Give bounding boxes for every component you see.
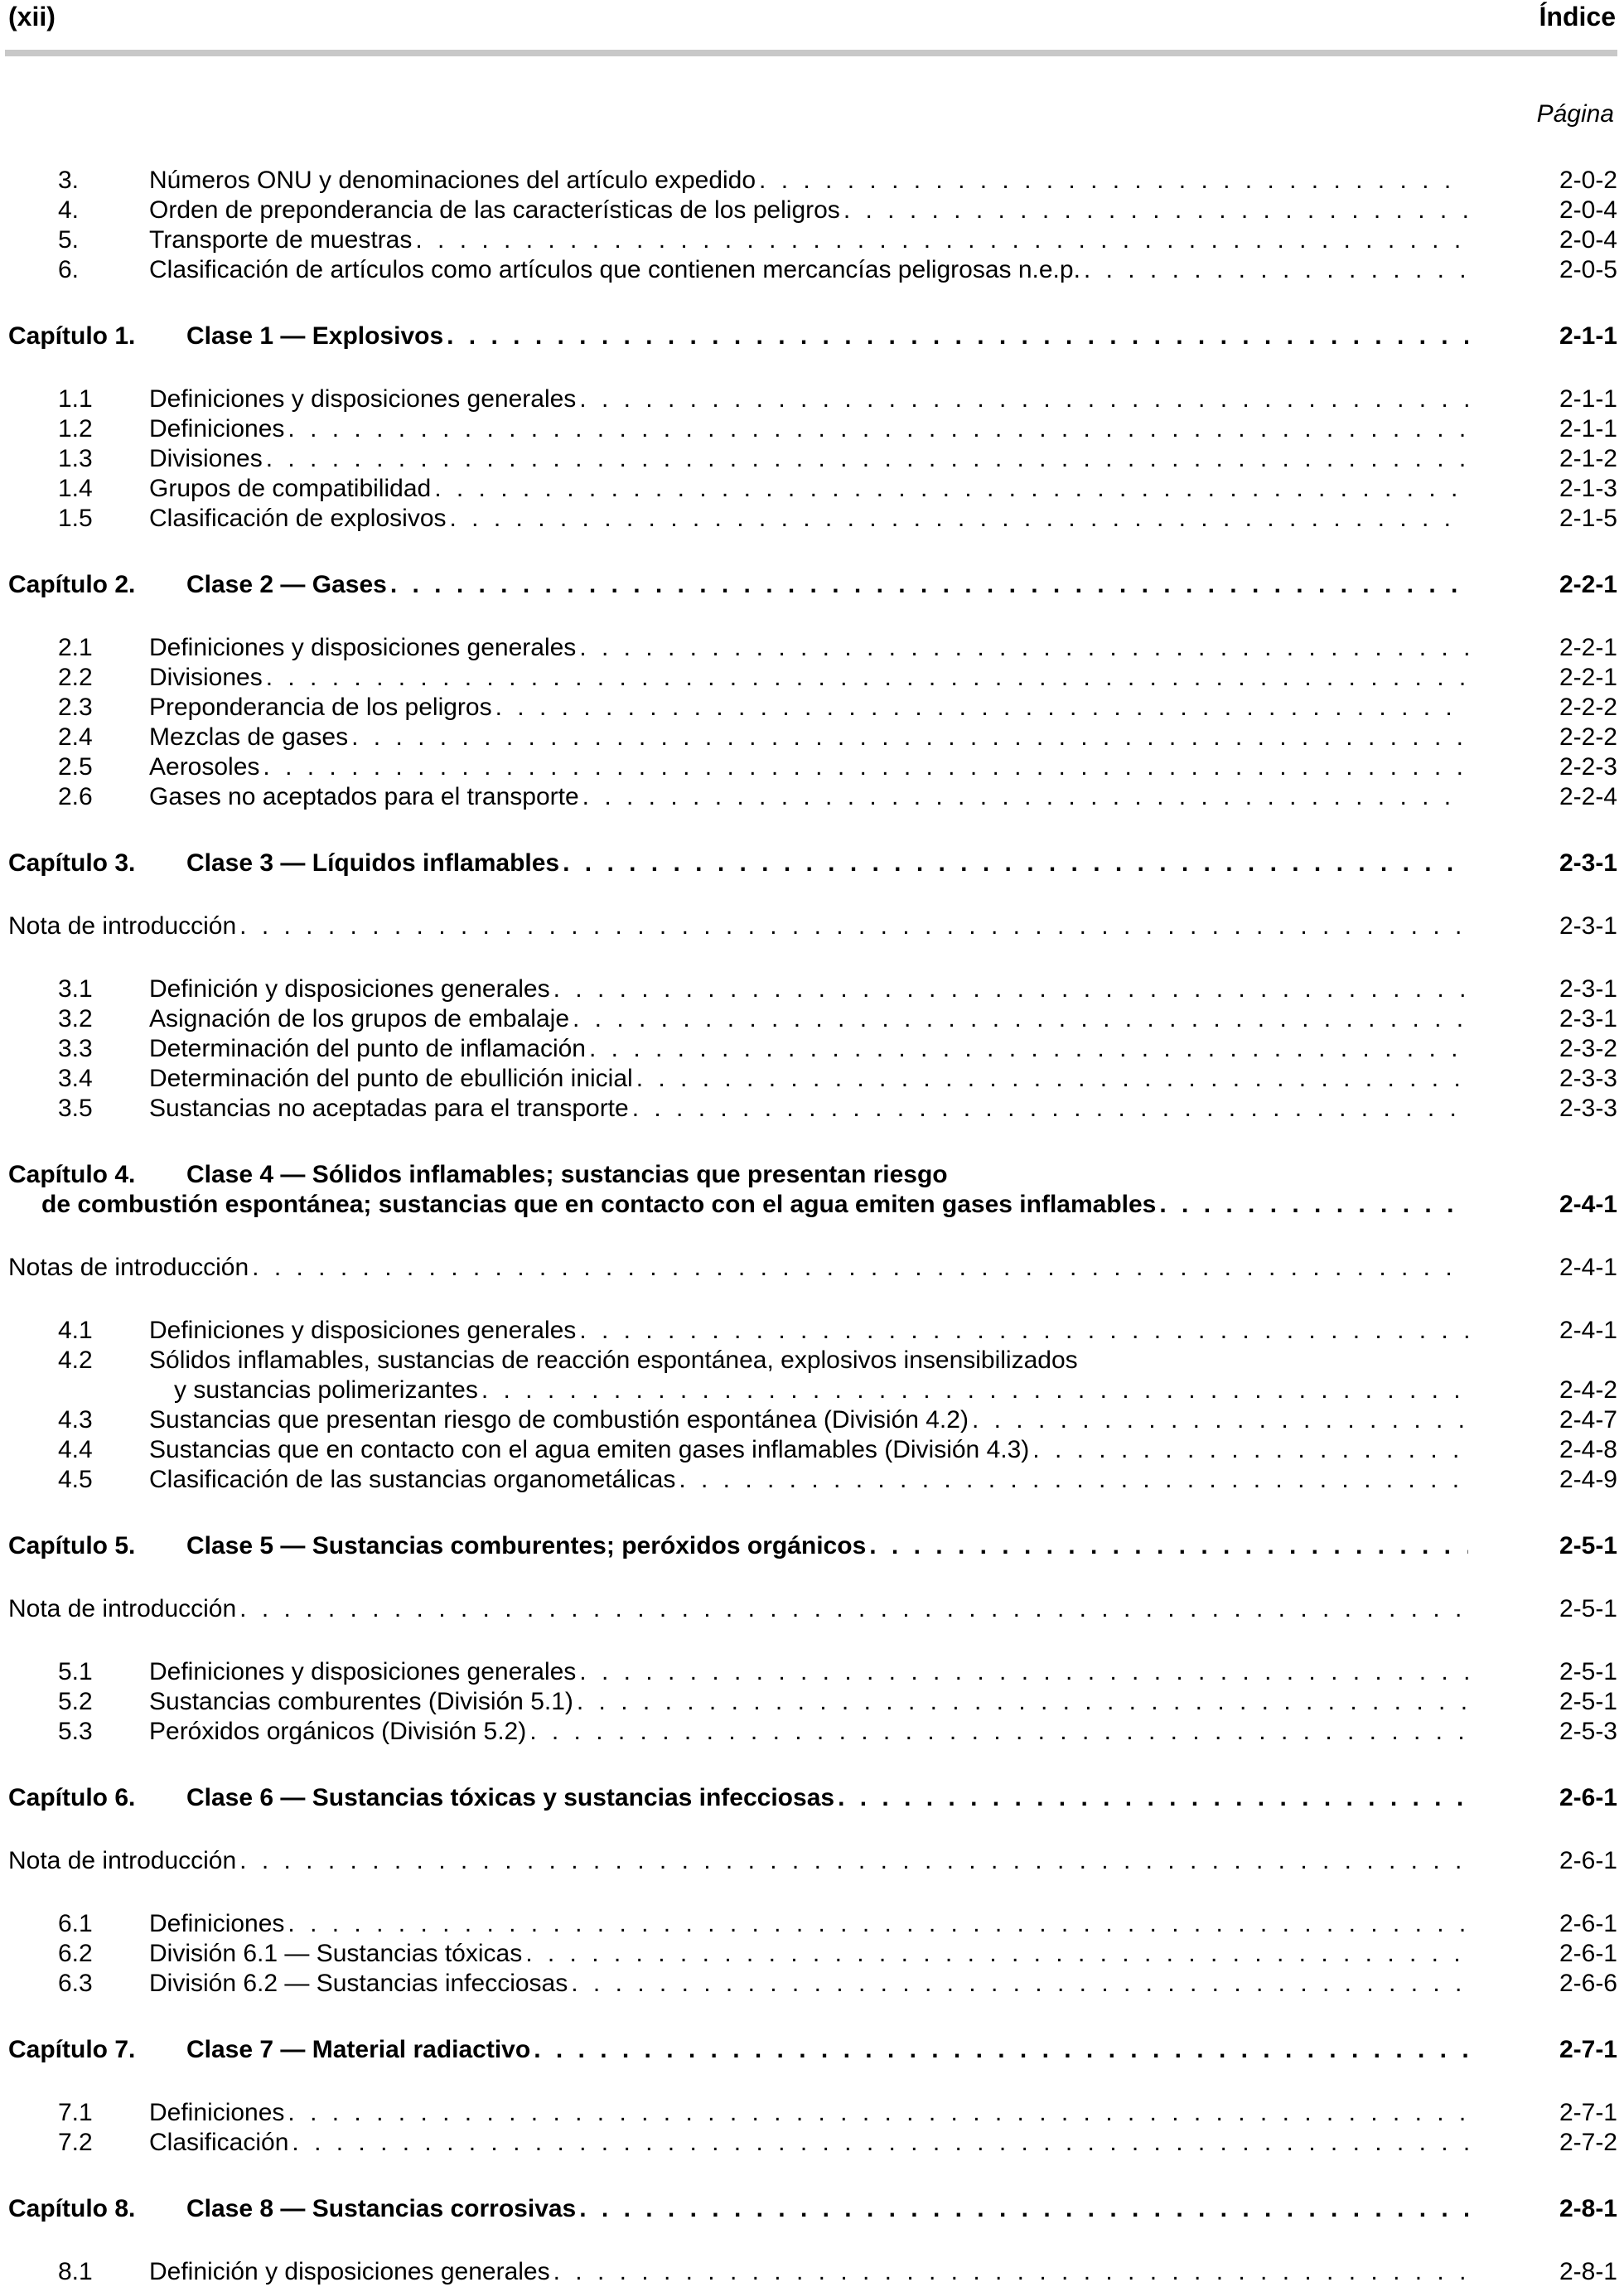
entry-title: Grupos de compatibilidad xyxy=(149,475,432,502)
entry-number: 2.5 xyxy=(58,753,93,781)
entry-number: 6. xyxy=(58,256,80,283)
chapter-heading[interactable] xyxy=(8,1531,1617,1561)
toc-entry[interactable] xyxy=(8,752,1617,782)
entry-page: 2-3-1 xyxy=(1559,1005,1617,1032)
chapter-page: 2-6-1 xyxy=(1559,1784,1617,1811)
leader-dots xyxy=(288,2098,1468,2128)
entry-page: 2-1-2 xyxy=(1559,445,1617,472)
entry-page: 2-3-2 xyxy=(1559,1035,1617,1062)
entry-number: 3.3 xyxy=(58,1035,93,1062)
leader-dots xyxy=(838,1783,1468,1813)
toc-entry[interactable] xyxy=(8,2128,1617,2158)
entry-title: Definiciones y disposiciones generales xyxy=(149,1658,577,1685)
leader-dots xyxy=(266,444,1468,474)
leader-dots xyxy=(239,1594,1468,1624)
toc-entry[interactable] xyxy=(8,1316,1617,1346)
leader-dots xyxy=(529,1717,1468,1747)
toc-entry[interactable] xyxy=(8,974,1617,1004)
leader-dots xyxy=(579,1316,1468,1346)
chapter-number: Capítulo 4. xyxy=(8,1161,136,1188)
chapter-number: Capítulo 3. xyxy=(8,849,136,877)
entry-number: 1.2 xyxy=(58,415,93,442)
entry-number: 4.5 xyxy=(58,1466,93,1493)
leader-dots xyxy=(972,1405,1468,1435)
entry-title: Definiciones xyxy=(149,415,285,442)
leader-dots xyxy=(579,1657,1468,1687)
toc-entry[interactable] xyxy=(8,1064,1617,1094)
toc-entry[interactable] xyxy=(8,196,1617,225)
note-title: Nota de introducción xyxy=(8,912,237,940)
entry-page: 2-2-1 xyxy=(1559,664,1617,691)
entry-title: Divisiones xyxy=(149,664,263,691)
entry-page: 2-2-3 xyxy=(1559,753,1617,781)
entry-page: 2-3-3 xyxy=(1559,1095,1617,1122)
toc-entry[interactable] xyxy=(8,414,1617,444)
entry-page: 2-6-6 xyxy=(1559,1970,1617,1997)
entry-title: Asignación de los grupos de embalaje xyxy=(149,1005,569,1032)
leader-dots xyxy=(553,2257,1468,2287)
entry-page: 2-2-2 xyxy=(1559,694,1617,721)
toc-entry[interactable] xyxy=(8,663,1617,693)
entry-title: Determinación del punto de inflamación xyxy=(149,1035,586,1062)
page-column-label: Página xyxy=(1536,100,1614,128)
entry-number: 1.4 xyxy=(58,475,93,502)
toc-entry[interactable] xyxy=(8,474,1617,504)
chapter-page: 2-5-1 xyxy=(1559,1532,1617,1559)
chapter-number: Capítulo 1. xyxy=(8,322,136,350)
chapter-title: Clase 1 — Explosivos xyxy=(186,322,444,350)
entry-number: 3.5 xyxy=(58,1095,93,1122)
leader-dots xyxy=(582,782,1468,812)
toc-entry[interactable] xyxy=(8,225,1617,255)
chapter-heading[interactable] xyxy=(8,570,1617,600)
introductory-note[interactable] xyxy=(8,1594,1617,1624)
leader-dots xyxy=(252,1253,1468,1283)
chapter-page: 2-1-1 xyxy=(1559,322,1617,350)
entry-number: 4.2 xyxy=(58,1347,93,1374)
leader-dots xyxy=(415,225,1468,255)
entry-number: 6.1 xyxy=(58,1910,93,1937)
entry-number: 4.1 xyxy=(58,1317,93,1344)
entry-number: 3. xyxy=(58,167,80,194)
note-page: 2-4-1 xyxy=(1559,1254,1617,1281)
entry-title: Preponderancia de los peligros xyxy=(149,694,492,721)
entry-page: 2-0-5 xyxy=(1559,256,1617,283)
entry-page: 2-8-1 xyxy=(1559,2258,1617,2285)
entry-number: 5.1 xyxy=(58,1658,93,1685)
leader-dots xyxy=(1032,1435,1468,1465)
chapter-heading[interactable] xyxy=(8,2035,1617,2065)
leader-dots xyxy=(481,1376,1468,1405)
leader-dots xyxy=(589,1034,1468,1064)
toc-entry[interactable] xyxy=(8,1969,1617,1999)
toc-entry[interactable] xyxy=(8,723,1617,752)
entry-title: Sustancias que presentan riesgo de combustión espontánea (División 4.2) xyxy=(149,1406,969,1434)
leader-dots xyxy=(632,1094,1468,1124)
leader-dots xyxy=(579,633,1468,663)
entry-title: Clasificación xyxy=(149,2129,289,2156)
entry-number: 4. xyxy=(58,196,80,224)
leader-dots xyxy=(679,1465,1468,1495)
entry-number: 1.5 xyxy=(58,505,93,532)
toc-entry[interactable] xyxy=(8,1034,1617,1064)
chapter-title-line-2: de combustión espontánea; sustancias que en contacto con el agua emiten gases inflamables xyxy=(41,1191,1157,1218)
entry-number: 2.6 xyxy=(58,783,93,810)
leader-dots xyxy=(450,504,1468,534)
entry-title: Orden de preponderancia de las características de los peligros xyxy=(149,196,840,224)
entry-title: Clasificación de las sustancias organometálicas xyxy=(149,1466,676,1493)
entry-number: 2.2 xyxy=(58,664,93,691)
entry-title: Definiciones xyxy=(149,2099,285,2126)
leader-dots xyxy=(434,474,1468,504)
toc-entry[interactable] xyxy=(8,504,1617,534)
entry-page: 2-5-1 xyxy=(1559,1688,1617,1715)
entry-page: 2-6-1 xyxy=(1559,1910,1617,1937)
chapter-number: Capítulo 2. xyxy=(8,571,136,598)
entry-title: Sustancias no aceptadas para el transporte xyxy=(149,1095,629,1122)
entry-page: 2-3-1 xyxy=(1559,975,1617,1003)
chapter-number: Capítulo 5. xyxy=(8,1532,136,1559)
toc-entry[interactable] xyxy=(8,693,1617,723)
chapter-page: 2-8-1 xyxy=(1559,2195,1617,2222)
entry-title: División 6.2 — Sustancias infecciosas xyxy=(149,1970,568,1997)
chapter-title-line-1: Clase 4 — Sólidos inflamables; sustancias que presentan riesgo xyxy=(186,1161,948,1188)
leader-dots xyxy=(263,752,1468,782)
entry-title: Definición y disposiciones generales xyxy=(149,975,550,1003)
toc-entry[interactable] xyxy=(8,1004,1617,1034)
chapter-number: Capítulo 8. xyxy=(8,2195,136,2222)
toc-entry[interactable] xyxy=(8,1465,1617,1495)
chapter-page: 2-7-1 xyxy=(1559,2036,1617,2063)
leader-dots xyxy=(292,2128,1468,2158)
entry-page: 2-2-2 xyxy=(1559,723,1617,751)
leader-dots xyxy=(571,1969,1468,1999)
entry-number: 3.1 xyxy=(58,975,93,1003)
chapter-heading[interactable] xyxy=(8,2194,1617,2224)
entry-number: 6.3 xyxy=(58,1970,93,1997)
entry-number: 4.4 xyxy=(58,1436,93,1463)
entry-page: 2-1-3 xyxy=(1559,475,1617,502)
entry-number: 7.2 xyxy=(58,2129,93,2156)
toc-entry[interactable] xyxy=(8,1909,1617,1939)
entry-title: División 6.1 — Sustancias tóxicas xyxy=(149,1940,523,1967)
entry-title: Gases no aceptados para el transporte xyxy=(149,783,579,810)
entry-number: 7.1 xyxy=(58,2099,93,2126)
chapter-title: Clase 5 — Sustancias comburentes; peróxidos orgánicos xyxy=(186,1532,867,1559)
entry-page: 2-0-4 xyxy=(1559,226,1617,254)
note-page: 2-3-1 xyxy=(1559,912,1617,940)
note-page: 2-5-1 xyxy=(1559,1595,1617,1622)
note-title: Notas de introducción xyxy=(8,1254,249,1281)
note-title: Nota de introducción xyxy=(8,1595,237,1622)
entry-number: 4.3 xyxy=(58,1406,93,1434)
note-page: 2-6-1 xyxy=(1559,1847,1617,1874)
chapter-number: Capítulo 6. xyxy=(8,1784,136,1811)
entry-page: 2-4-9 xyxy=(1559,1466,1617,1493)
entry-number: 2.1 xyxy=(58,634,93,661)
leader-dots xyxy=(525,1939,1468,1969)
entry-title-line-2: y sustancias polimerizantes xyxy=(174,1376,478,1404)
leader-dots xyxy=(1084,255,1468,285)
entry-page: 2-7-2 xyxy=(1559,2129,1617,2156)
page-header xyxy=(8,0,1616,46)
leader-dots xyxy=(390,570,1468,600)
leader-dots xyxy=(447,322,1468,351)
entry-page: 2-1-1 xyxy=(1559,385,1617,413)
toc-entry[interactable] xyxy=(8,1405,1617,1435)
header-divider xyxy=(5,50,1617,56)
entry-page: 2-1-5 xyxy=(1559,505,1617,532)
entry-page: 2-0-2 xyxy=(1559,167,1617,194)
leader-dots xyxy=(553,974,1468,1004)
entry-page: 2-4-8 xyxy=(1559,1436,1617,1463)
entry-page: 2-2-4 xyxy=(1559,783,1617,810)
introductory-note[interactable] xyxy=(8,1253,1617,1283)
leader-dots xyxy=(573,1004,1468,1034)
leader-dots xyxy=(759,166,1468,196)
chapter-page: 2-2-1 xyxy=(1559,571,1617,598)
entry-page: 2-0-4 xyxy=(1559,196,1617,224)
entry-number: 8.1 xyxy=(58,2258,93,2285)
entry-number: 6.2 xyxy=(58,1940,93,1967)
entry-title-line-1: Sólidos inflamables, sustancias de reacción espontánea, explosivos insensibilizados xyxy=(149,1347,1078,1374)
entry-number: 5.3 xyxy=(58,1718,93,1745)
chapter-page: 2-4-1 xyxy=(1559,1191,1617,1218)
entry-page: 2-5-3 xyxy=(1559,1718,1617,1745)
leader-dots xyxy=(577,1687,1468,1717)
toc-entry[interactable] xyxy=(8,255,1617,285)
entry-page: 2-5-1 xyxy=(1559,1658,1617,1685)
introductory-note[interactable] xyxy=(8,911,1617,941)
toc-entry[interactable] xyxy=(8,384,1617,414)
chapter-heading[interactable] xyxy=(8,322,1617,351)
entry-number: 2.4 xyxy=(58,723,93,751)
entry-number: 3.2 xyxy=(58,1005,93,1032)
toc-entry[interactable] xyxy=(8,1435,1617,1465)
entry-page: 2-7-1 xyxy=(1559,2099,1617,2126)
entry-title: Sustancias comburentes (División 5.1) xyxy=(149,1688,573,1715)
leader-dots xyxy=(266,663,1468,693)
chapter-title: Clase 8 — Sustancias corrosivas xyxy=(186,2195,577,2222)
page-number-roman: (xii) xyxy=(8,2,56,31)
chapter-title: Clase 2 — Gases xyxy=(186,571,387,598)
entry-title: Peróxidos orgánicos (División 5.2) xyxy=(149,1718,527,1745)
entry-title: Aerosoles xyxy=(149,753,260,781)
entry-page: 2-4-1 xyxy=(1559,1317,1617,1344)
note-title: Nota de introducción xyxy=(8,1847,237,1874)
entry-page: 2-3-3 xyxy=(1559,1065,1617,1092)
leader-dots xyxy=(579,384,1468,414)
leader-dots xyxy=(288,1909,1468,1939)
toc-entry[interactable] xyxy=(8,444,1617,474)
toc-entry[interactable] xyxy=(8,1346,1617,1376)
chapter-heading-continuation[interactable] xyxy=(8,1190,1617,1220)
leader-dots xyxy=(239,1846,1468,1876)
leader-dots xyxy=(636,1064,1468,1094)
entry-title: Definiciones y disposiciones generales xyxy=(149,385,577,413)
entry-page: 2-6-1 xyxy=(1559,1940,1617,1967)
toc-entry[interactable] xyxy=(8,1657,1617,1687)
entry-title: Determinación del punto de ebullición inicial xyxy=(149,1065,633,1092)
table-of-contents xyxy=(8,166,1617,2287)
chapter-title: Clase 6 — Sustancias tóxicas y sustancias infecciosas xyxy=(186,1784,835,1811)
leader-dots xyxy=(534,2035,1468,2065)
chapter-title: Clase 3 — Líquidos inflamables xyxy=(186,849,560,877)
entry-title: Definición y disposiciones generales xyxy=(149,2258,550,2285)
entry-page: 2-4-7 xyxy=(1559,1406,1617,1434)
toc-entry[interactable] xyxy=(8,782,1617,812)
entry-title: Números ONU y denominaciones del artículo expedido xyxy=(149,167,756,194)
chapter-number: Capítulo 7. xyxy=(8,2036,136,2063)
chapter-heading[interactable] xyxy=(8,1783,1617,1813)
entry-title: Sustancias que en contacto con el agua emiten gases inflamables (División 4.3) xyxy=(149,1436,1030,1463)
toc-entry[interactable] xyxy=(8,1094,1617,1124)
entry-title: Clasificación de artículos como artículos que contienen mercancías peligrosas n.e.p. xyxy=(149,256,1080,283)
toc-entry[interactable] xyxy=(8,2257,1617,2287)
entry-number: 1.3 xyxy=(58,445,93,472)
entry-title: Clasificación de explosivos xyxy=(149,505,447,532)
leader-dots xyxy=(869,1531,1468,1561)
toc-entry[interactable] xyxy=(8,1687,1617,1717)
entry-title: Mezclas de gases xyxy=(149,723,349,751)
toc-entry[interactable] xyxy=(8,2098,1617,2128)
entry-number: 2.3 xyxy=(58,694,93,721)
toc-entry[interactable] xyxy=(8,166,1617,196)
toc-entry-continuation[interactable] xyxy=(8,1376,1617,1405)
leader-dots xyxy=(351,723,1468,752)
chapter-heading[interactable] xyxy=(8,849,1617,878)
entry-page: 2-2-1 xyxy=(1559,634,1617,661)
toc-entry[interactable] xyxy=(8,633,1617,663)
leader-dots xyxy=(495,693,1468,723)
entry-number: 3.4 xyxy=(58,1065,93,1092)
leader-dots xyxy=(563,849,1468,878)
entry-title: Definiciones y disposiciones generales xyxy=(149,634,577,661)
leader-dots xyxy=(843,196,1468,225)
leader-dots xyxy=(579,2194,1468,2224)
chapter-heading[interactable] xyxy=(8,1160,1617,1190)
toc-entry[interactable] xyxy=(8,1939,1617,1969)
entry-number: 5.2 xyxy=(58,1688,93,1715)
entry-title: Definiciones xyxy=(149,1910,285,1937)
leader-dots xyxy=(1159,1190,1468,1220)
entry-title: Transporte de muestras xyxy=(149,226,413,254)
chapter-title: Clase 7 — Material radiactivo xyxy=(186,2036,531,2063)
entry-page: 2-1-1 xyxy=(1559,415,1617,442)
entry-title: Definiciones y disposiciones generales xyxy=(149,1317,577,1344)
entry-number: 5. xyxy=(58,226,80,254)
entry-number: 1.1 xyxy=(58,385,93,413)
section-title: Índice xyxy=(1539,2,1616,31)
leader-dots xyxy=(288,414,1468,444)
entry-page: 2-4-2 xyxy=(1559,1376,1617,1404)
toc-entry[interactable] xyxy=(8,1717,1617,1747)
leader-dots xyxy=(239,911,1468,941)
introductory-note[interactable] xyxy=(8,1846,1617,1876)
entry-title: Divisiones xyxy=(149,445,263,472)
chapter-page: 2-3-1 xyxy=(1559,849,1617,877)
